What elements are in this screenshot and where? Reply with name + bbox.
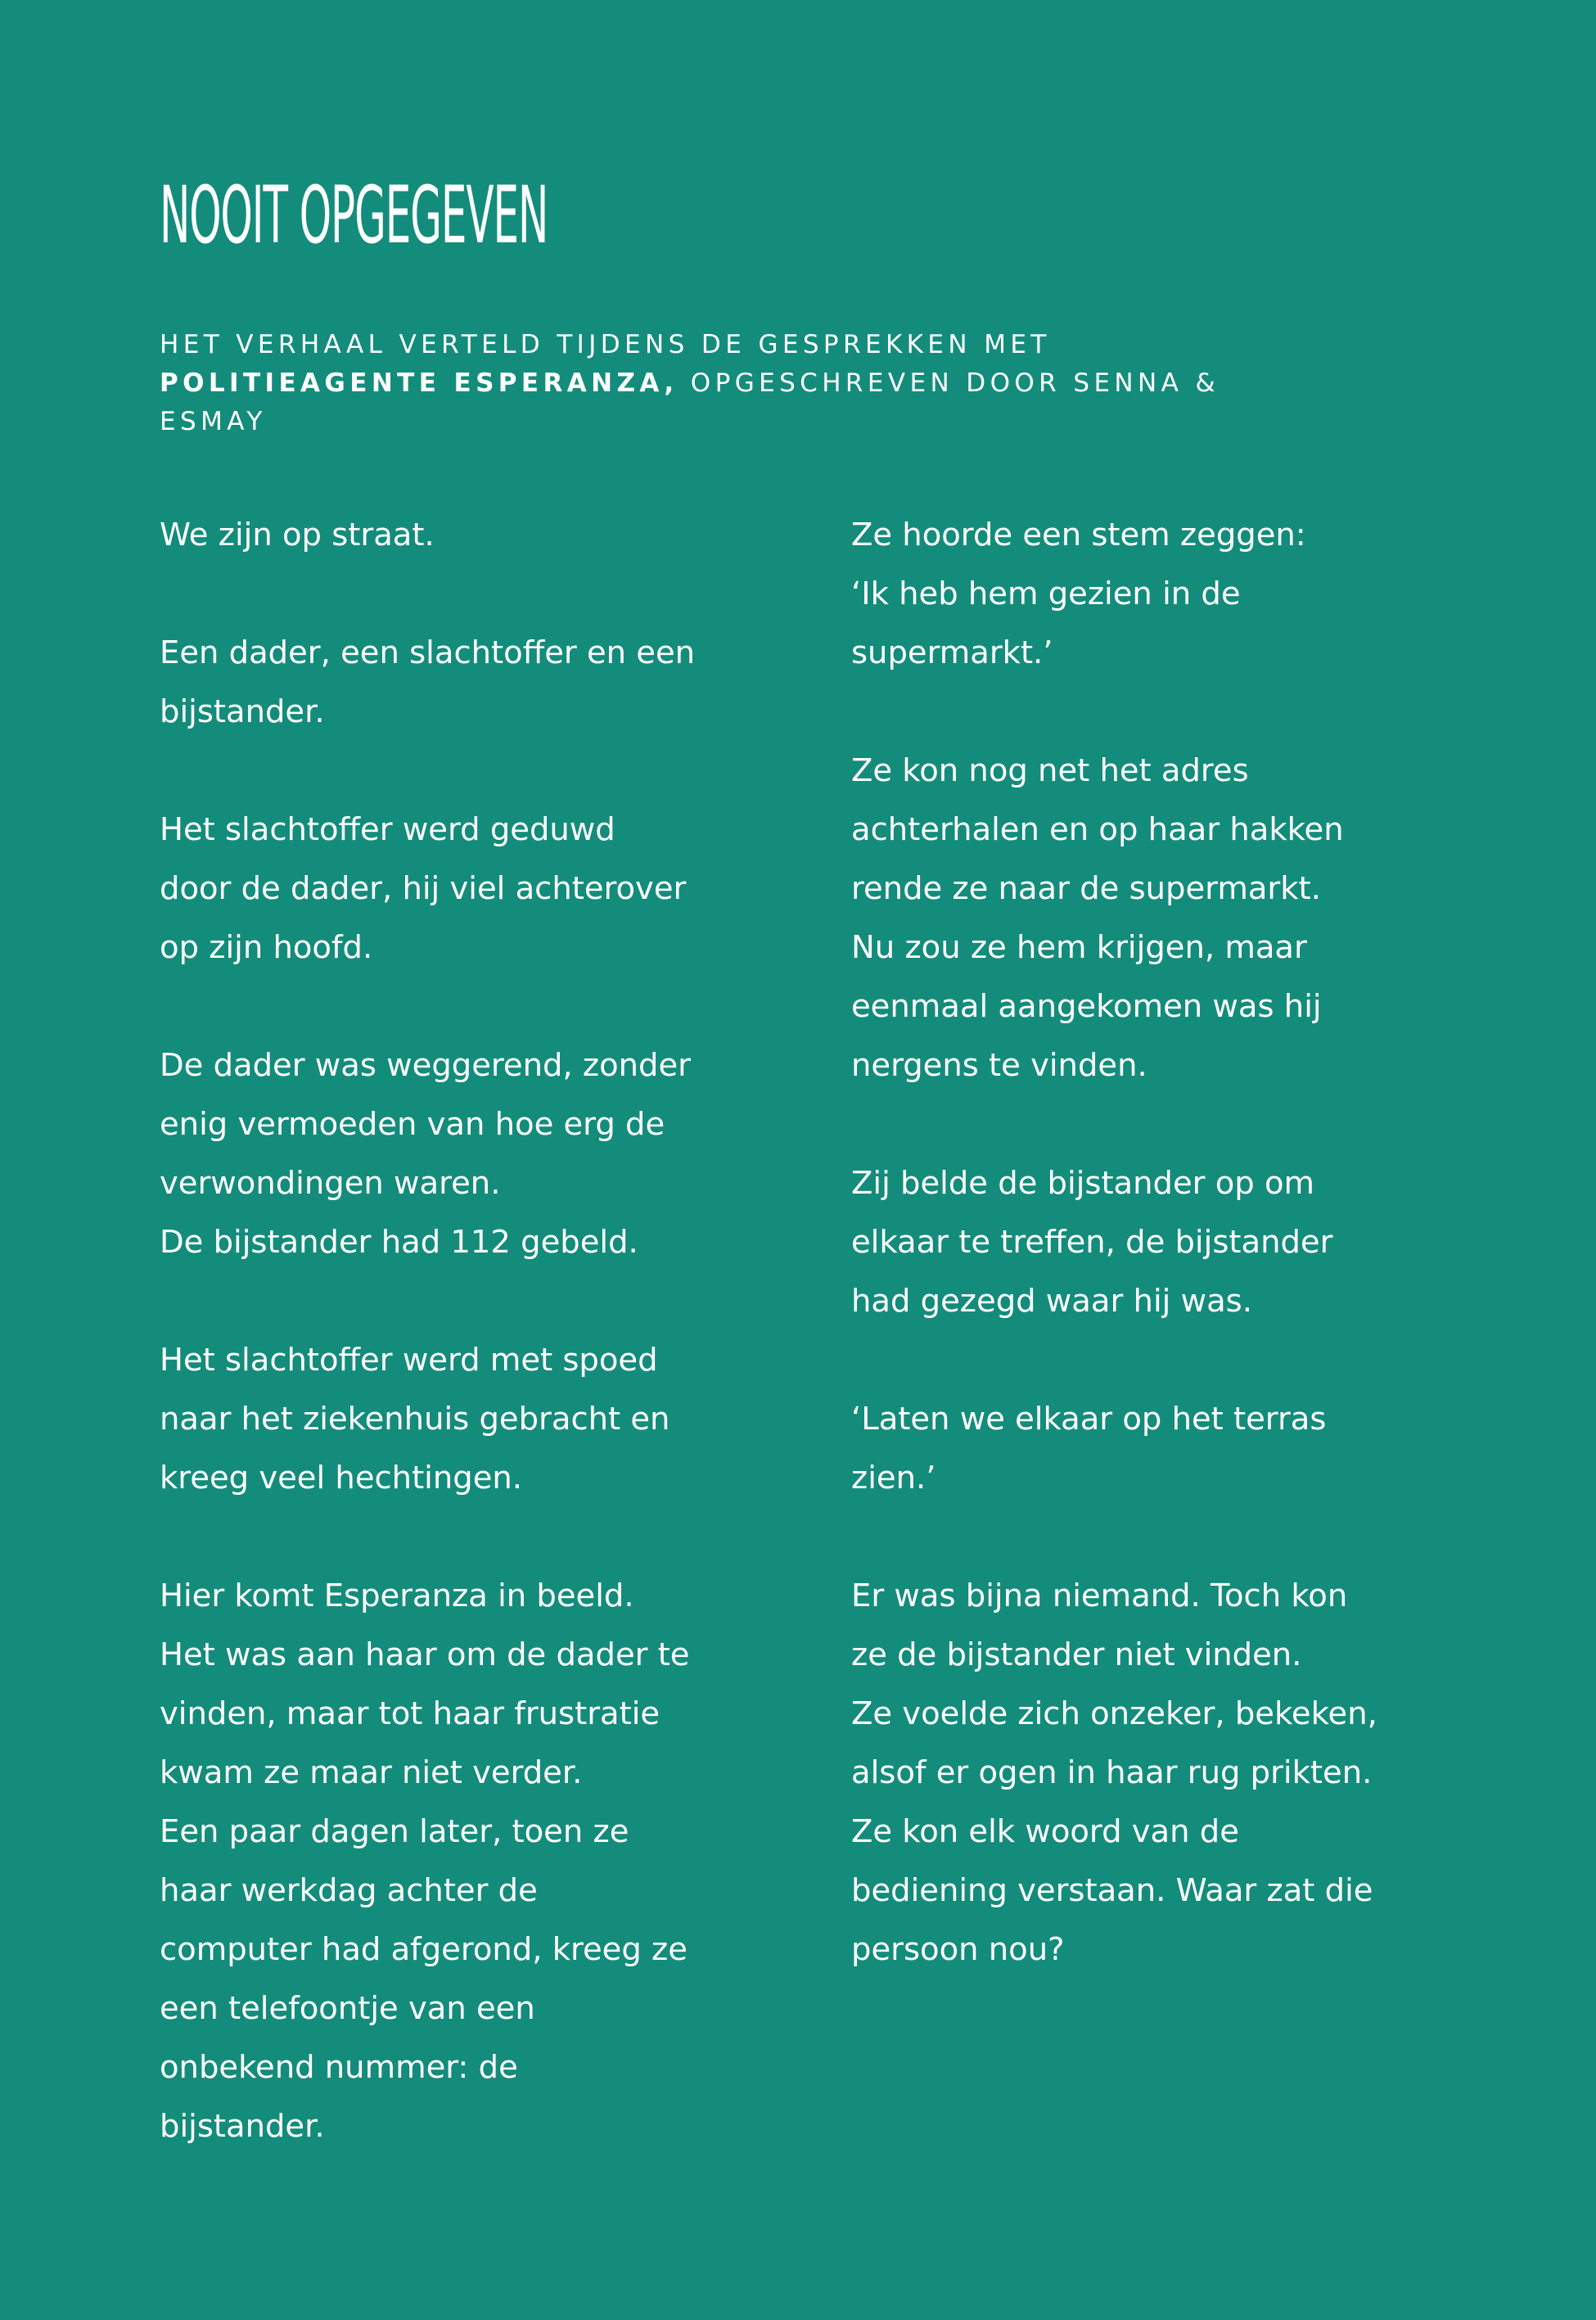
paragraph <box>160 624 773 742</box>
text-line: onbekend nummer: de <box>160 2049 518 2086</box>
paragraph <box>851 1567 1465 1979</box>
paragraph <box>851 742 1465 1095</box>
paragraph <box>160 1567 773 2156</box>
text-line: Hier komt Esperanza in beeld. <box>160 1578 634 1614</box>
text-line: Nu zou ze hem krijgen, maar <box>851 929 1307 966</box>
text-line: bijstander. <box>160 693 325 730</box>
subtitle-line-3: ESMAY <box>160 407 267 436</box>
text-line: Zij belde de bijstander op om <box>851 1165 1315 1202</box>
text-line: Het was aan haar om de dader te <box>160 1636 690 1673</box>
story-subtitle <box>160 326 1436 441</box>
text-line: vinden, maar tot haar frustratie <box>160 1695 660 1732</box>
left-column <box>160 506 773 2156</box>
paragraph <box>160 1331 773 1508</box>
text-line: Een dader, een slachtoffer en een <box>160 634 696 671</box>
text-line: Ze voelde zich onzeker, bekeken, <box>851 1695 1377 1732</box>
text-line: elkaar te treffen, de bijstander <box>851 1224 1333 1261</box>
text-line: Er was bijna niemand. Toch kon <box>851 1578 1348 1614</box>
text-line: ‘Ik heb hem gezien in de <box>851 575 1241 612</box>
text-line: op zijn hoofd. <box>160 929 373 966</box>
text-line: achterhalen en op haar hakken <box>851 811 1344 848</box>
text-line: persoon nou? <box>851 1931 1065 1968</box>
paragraph <box>851 1154 1465 1331</box>
text-line: bediening verstaan. Waar zat die <box>851 1872 1373 1909</box>
text-line: bijstander. <box>160 2108 325 2145</box>
text-line: kreeg veel hechtingen. <box>160 1460 523 1496</box>
text-line: verwondingen waren. <box>160 1165 501 1202</box>
text-line: haar werkdag achter de <box>160 1872 538 1909</box>
text-line: De dader was weggerend, zonder <box>160 1047 692 1084</box>
text-line: Het slachtoffer werd geduwd <box>160 811 615 848</box>
text-line: De bijstander had 112 gebeld. <box>160 1224 638 1261</box>
text-line: had gezegd waar hij was. <box>851 1283 1252 1320</box>
text-line: Ze hoorde een stem zeggen: <box>851 517 1306 553</box>
text-line: We zijn op straat. <box>160 517 435 553</box>
text-line: alsof er ogen in haar rug prikten. <box>851 1754 1373 1791</box>
text-line: zien.’ <box>851 1460 936 1496</box>
text-line: nergens te vinden. <box>851 1047 1147 1084</box>
paragraph <box>160 1036 773 1272</box>
text-line: Ze kon elk woord van de <box>851 1813 1239 1850</box>
text-line: rende ze naar de supermarkt. <box>851 870 1321 907</box>
paragraph <box>160 801 773 977</box>
text-line: ze de bijstander niet vinden. <box>851 1636 1302 1673</box>
text-line: enig vermoeden van hoe erg de <box>160 1106 665 1143</box>
paragraph <box>851 1390 1465 1508</box>
text-line: eenmaal aangekomen was hij <box>851 988 1322 1025</box>
text-line: Ze kon nog net het adres <box>851 752 1249 789</box>
text-line: supermarkt.’ <box>851 634 1053 671</box>
story-title: NOOIT OPGEGEVEN <box>160 169 548 261</box>
right-column <box>851 506 1465 1979</box>
text-line: computer had afgerond, kreeg ze <box>160 1931 688 1968</box>
paragraph <box>160 506 773 565</box>
text-line: kwam ze maar niet verder. <box>160 1754 583 1791</box>
subtitle-author: POLITIEAGENTE ESPERANZA, <box>160 368 679 398</box>
text-line: naar het ziekenhuis gebracht en <box>160 1401 670 1438</box>
text-line: Een paar dagen later, toen ze <box>160 1813 629 1850</box>
subtitle-line-1: HET VERHAAL VERTELD TIJDENS DE GESPREKKEN MET <box>160 330 1051 359</box>
paragraph <box>851 506 1465 683</box>
subtitle-line-2: OPGESCHREVEN DOOR SENNA & <box>690 368 1220 398</box>
text-line: een telefoontje van een <box>160 1990 535 2027</box>
text-line: ‘Laten we elkaar op het terras <box>851 1401 1327 1438</box>
text-line: door de dader, hij viel achterover <box>160 870 687 907</box>
text-line: Het slachtoffer werd met spoed <box>160 1342 658 1379</box>
